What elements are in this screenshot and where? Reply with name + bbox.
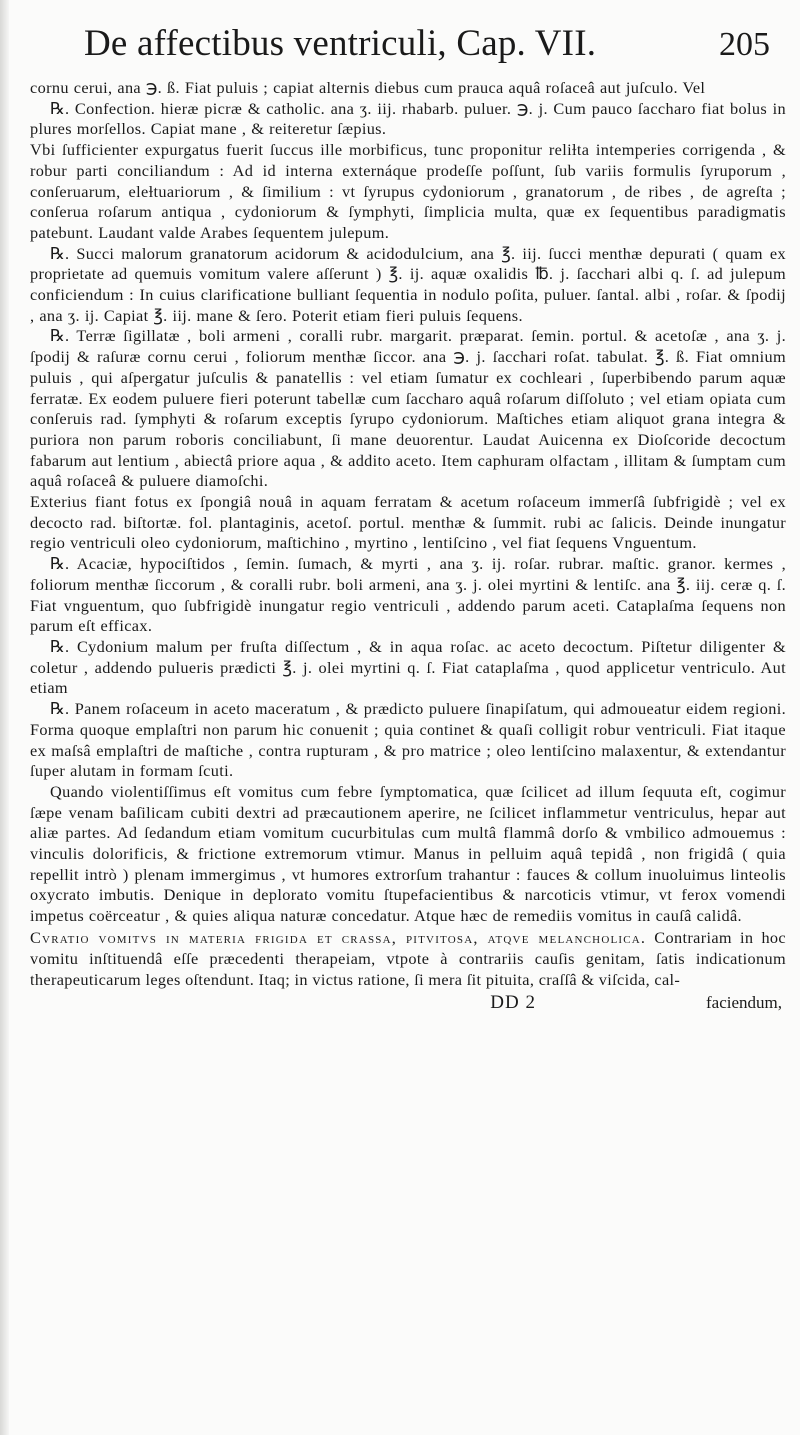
signature-mark: DD 2 bbox=[490, 991, 536, 1013]
recipe-paragraph: ℞. Confection. hieræ picræ & catholic. ana ʒ. iij. rhabarb. puluer. ℈. j. Cum pauco ſaccharo fiat bolus in plures morſellos. Capiat mane , & reiteretur ſæpius. bbox=[30, 98, 786, 139]
section-text: Contrariam in hoc vomitu inſtituendâ eſſe præcedenti therapeiam, vtpote à contrariis cauſis genitam, ſatis indicationum therapeuticarum leges oſtendunt. Itaq; in victus ratione, ſi mera ſit pituita, craſſâ & viſcida, cal- bbox=[30, 927, 787, 989]
catchword: faciendum, bbox=[706, 992, 782, 1012]
body-text bbox=[30, 78, 786, 927]
recipe-paragraph: ℞. Terræ ſigillatæ , boli armeni , coralli rubr. margarit. præparat. ſemin. portul. & acetoſæ , ana ʒ. j. ſpodij & raſuræ cornu cerui , foliorum menthæ ſiccor. ana ℈. j. ſacchari roſat. tabulat. ℥. ß. Fiat omnium puluis , qui aſpergatur juſculis & panatellis : vel etiam ſumatur ex cochleari , ſuperbibendo parum aquæ ferratæ. Ex eodem puluere fieri poterunt tabellæ cum ſaccharo aquâ roſarum diſſoluto ; vel etiam opiata cum conſeruis rad. ſymphyti & roſarum exceptis ſyrupo cydoniorum. Maſtiches etiam aliquot grana integra & puriora non parum roboris conciliabunt, ſi mane deuorentur. Laudat Auicenna ex Dioſcoride decoctum fabarum aut lentium , abiectâ priore aqua , & addito aceto. Item caphuram olfactam , illitam & ſumptam cum aquâ roſaceâ & puluere diamoſchi. bbox=[30, 326, 786, 491]
paragraph: Vbi ſufficienter expurgatus fuerit ſuccus ille morbificus, tunc proponitur reliɫta intemperies corrigenda , & robur parti conciliandum : Ad id interna externáque prodeſſe poſſunt, ſub variis formulis ſyruporum , conſeruarum, eleɫtuariorum , & ſimilium : vt ſyrupus cydoniorum , granatorum , de ribes , de agreſta ; conſerua roſarum antiqua , cydoniorum & ſymphyti, ſimplicia multa, quæ ex ſequentibus paradigmatis patebunt. Laudant valde Arabes ſequentem julepum. bbox=[30, 140, 786, 242]
paragraph: Exterius fiant fotus ex ſpongiâ nouâ in aquam ferratam & acetum roſaceum immerſâ ſubfrigidè ; vel ex decocto rad. biſtortæ. fol. plantaginis, acetoſ. portul. menthæ & ſummit. rubi ac ſalicis. Deinde inungatur regio ventriculi oleo cydoniorum, maſtichino , myrtino , lentiſcino , vel fiat ſequens Vnguentum. bbox=[30, 492, 786, 553]
running-title: De affectibus ventriculi, Cap. VII. bbox=[84, 23, 597, 64]
page-header bbox=[30, 22, 786, 78]
page-footer bbox=[30, 992, 786, 1014]
recipe-paragraph: ℞. Acaciæ, hypociſtidos , ſemin. ſumach, & myrti , ana ʒ. ij. roſar. rubrar. maſtic. granor. kermes , foliorum menthæ ſiccorum , & coralli rubr. boli armeni, ana ʒ. j. olei myrtini & lentiſc. ana ℥. iij. ceræ q. ſ. Fiat vnguentum, quo ſubfrigidè inungatur regio ventriculi , addendo parum aceti. Cataplaſma ſequens non parum eſt efficax. bbox=[30, 554, 786, 636]
recipe-paragraph: ℞. Succi malorum granatorum acidorum & acidodulcium, ana ℥. iij. ſucci menthæ depurati ( quam ex proprietate ad quemuis vomitum valere aſſerunt ) ℥. ij. aquæ oxalidis ℔. j. ſacchari albi q. ſ. ad julepum conficiendum : In cuius clarificatione bulliant ſequentia in nodulo poſita, puluer. ſantal. albi , roſar. & ſpodij , ana ʒ. ij. Capiat ℥. iij. mane & ſero. Poterit etiam fieri puluis ſequens. bbox=[30, 243, 786, 325]
paragraph: cornu cerui, ana ℈. ß. Fiat puluis ; capiat alternis diebus cum prauca aquâ roſaceâ aut juſculo. Vel bbox=[30, 78, 706, 97]
recipe-paragraph: ℞. Panem roſaceum in aceto maceratum , & prædicto puluere ſinapiſatum, qui admoueatur eidem regioni. Forma quoque emplaſtri non parum hic conuenit ; quia continet & quaſi colligit robur ventriculi. Fiat itaque ex maſsâ emplaſtri de maſtiche , contra rupturam , & pro matrice ; oleo lentiſcino malaxentur, & extendantur ſuper alutam in formam ſcuti. bbox=[30, 699, 786, 781]
paragraph: Quando violentiſſimus eſt vomitus cum febre ſymptomatica, quæ ſcilicet ad illum ſequuta eſt, cogimur ſæpe venam baſilicam cubiti dextri ad præcautionem aperire, ne ſcilicet inflammetur ventriculus, hepar aut aliæ partes. Ad ſedandum etiam vomitum cucurbitulas cum multâ flammâ dorſo & vmbilico admouemus : vinculis dolorificis, & frictione extremorum vtimur. Manus in pelluim aquâ tepidâ , non frigidâ ( quia repellit intrò ) plenam immergimus , vt humores extrorſum trahantur : fauces & collum inuoluimus linteolis oxycrato imbutis. Denique in deplorato vomitu ſtupefacientibus & narcoticis vtimur, vt ferox vomendi impetus coërceatur , & quies aliqua naturæ concedatur. Atque hæc de remediis vomitus in cauſâ calidâ. bbox=[30, 781, 786, 926]
section-heading: Cvratio vomitvs in materia frigida et crassa, pitvitosa, atqve melancholica. bbox=[30, 927, 647, 947]
curatio-section bbox=[30, 927, 786, 990]
recipe-paragraph: ℞. Cydonium malum per fruſta diſſectum , & in aqua roſac. ac aceto decoctum. Piſtetur diligenter & coletur , addendo pulueris prædicti ℥. j. olei myrtini q. ſ. Fiat cataplaſma , quod applicetur ventriculo. Aut etiam bbox=[30, 636, 786, 698]
page-number: 205 bbox=[719, 26, 770, 63]
